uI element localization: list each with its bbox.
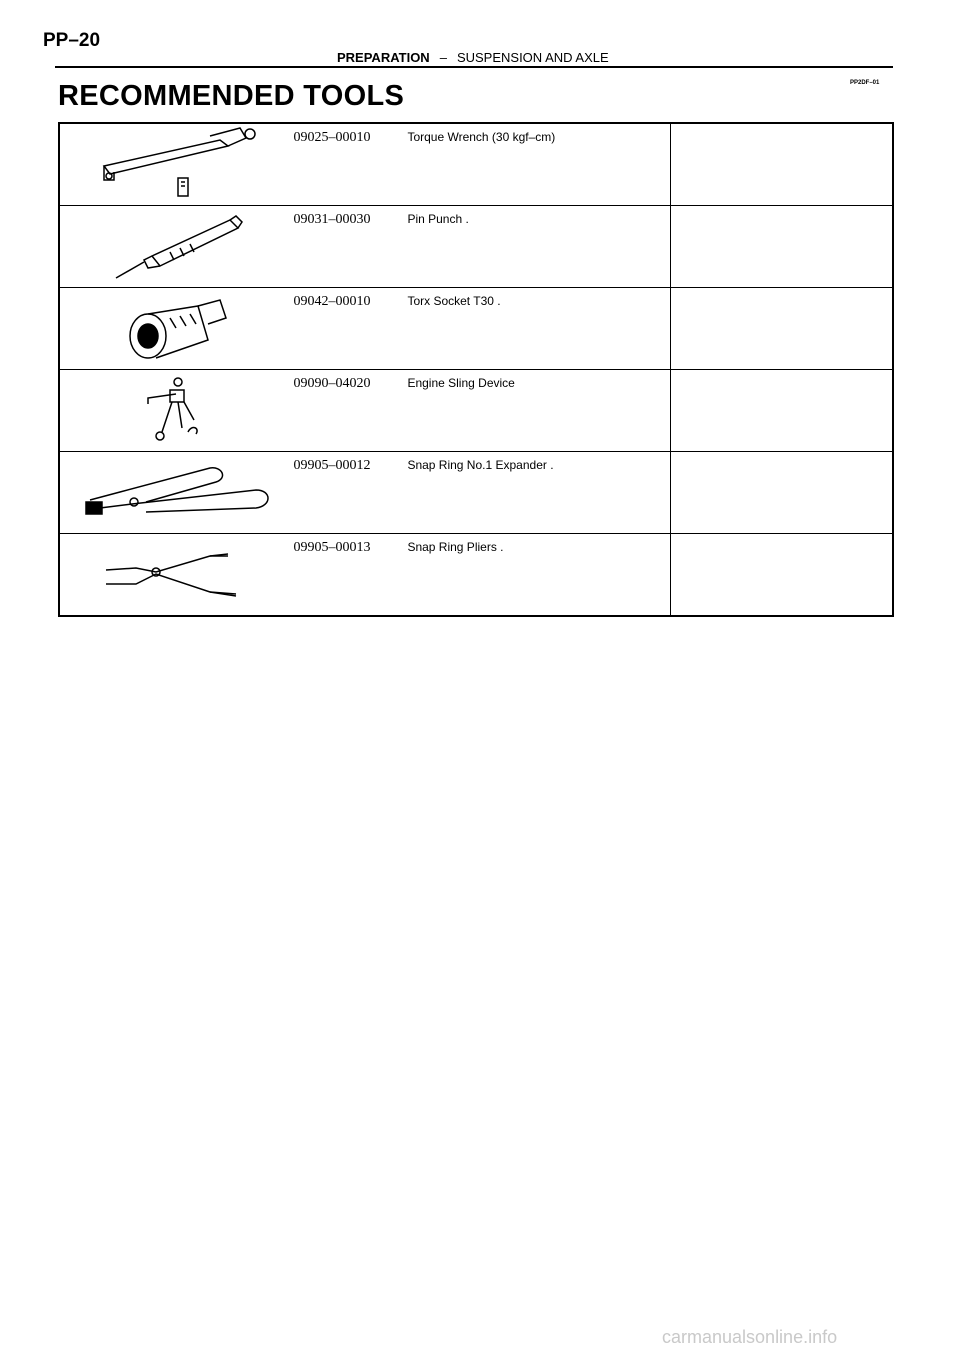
table-row [59,534,893,617]
tool-image-cell [59,288,287,370]
engine-sling-icon [60,370,288,451]
notes-cell [670,206,893,288]
running-header [337,50,609,65]
part-number: 09905–00013 [293,540,371,555]
notes-cell [670,288,893,370]
notes-cell [670,534,893,617]
tool-image-cell [59,452,287,534]
part-number: 09905–00012 [293,458,371,473]
subsection-name: SUSPENSION AND AXLE [456,50,609,65]
snap-ring-expander-icon [60,452,288,533]
tool-name: Snap Ring No.1 Expander . [407,458,554,472]
watermark-text: carmanualsonline.info [662,1327,838,1347]
torx-socket-icon [60,288,288,369]
tool-description-cell [287,206,670,288]
tool-name: Snap Ring Pliers . [407,540,504,554]
tools-table [58,122,894,617]
header-rule [55,66,893,68]
table-row [59,288,893,370]
tool-name: Pin Punch . [407,212,469,226]
notes-cell [670,123,893,206]
tool-name: Torque Wrench (30 kgf–cm) [407,130,556,144]
header-separator: – [439,50,447,65]
tool-description-cell [287,370,670,452]
part-number: 09090–04020 [293,376,371,391]
tool-image-cell [59,370,287,452]
page-title: RECOMMENDED TOOLS [58,80,405,112]
tool-name: Torx Socket T30 . [407,294,501,308]
tool-description-cell [287,452,670,534]
part-number: 09025–00010 [293,130,371,145]
tool-image-cell [59,534,287,617]
notes-cell [670,370,893,452]
tool-image-cell [59,206,287,288]
table-row [59,123,893,206]
tool-description-cell [287,288,670,370]
tool-image-cell [59,123,287,206]
table-row [59,370,893,452]
part-number: 09042–00010 [293,294,371,309]
torque-wrench-icon [60,124,288,205]
section-name: PREPARATION [337,50,430,65]
tool-description-cell [287,534,670,617]
tool-description-cell [287,123,670,206]
pin-punch-icon [60,206,288,287]
document-code: PP2DF–01 [850,80,880,86]
table-row [59,206,893,288]
part-number: 09031–00030 [293,212,371,227]
table-row [59,452,893,534]
snap-ring-pliers-icon [60,534,288,615]
page-number: PP–20 [43,30,101,51]
tool-name: Engine Sling Device [407,376,515,390]
notes-cell [670,452,893,534]
